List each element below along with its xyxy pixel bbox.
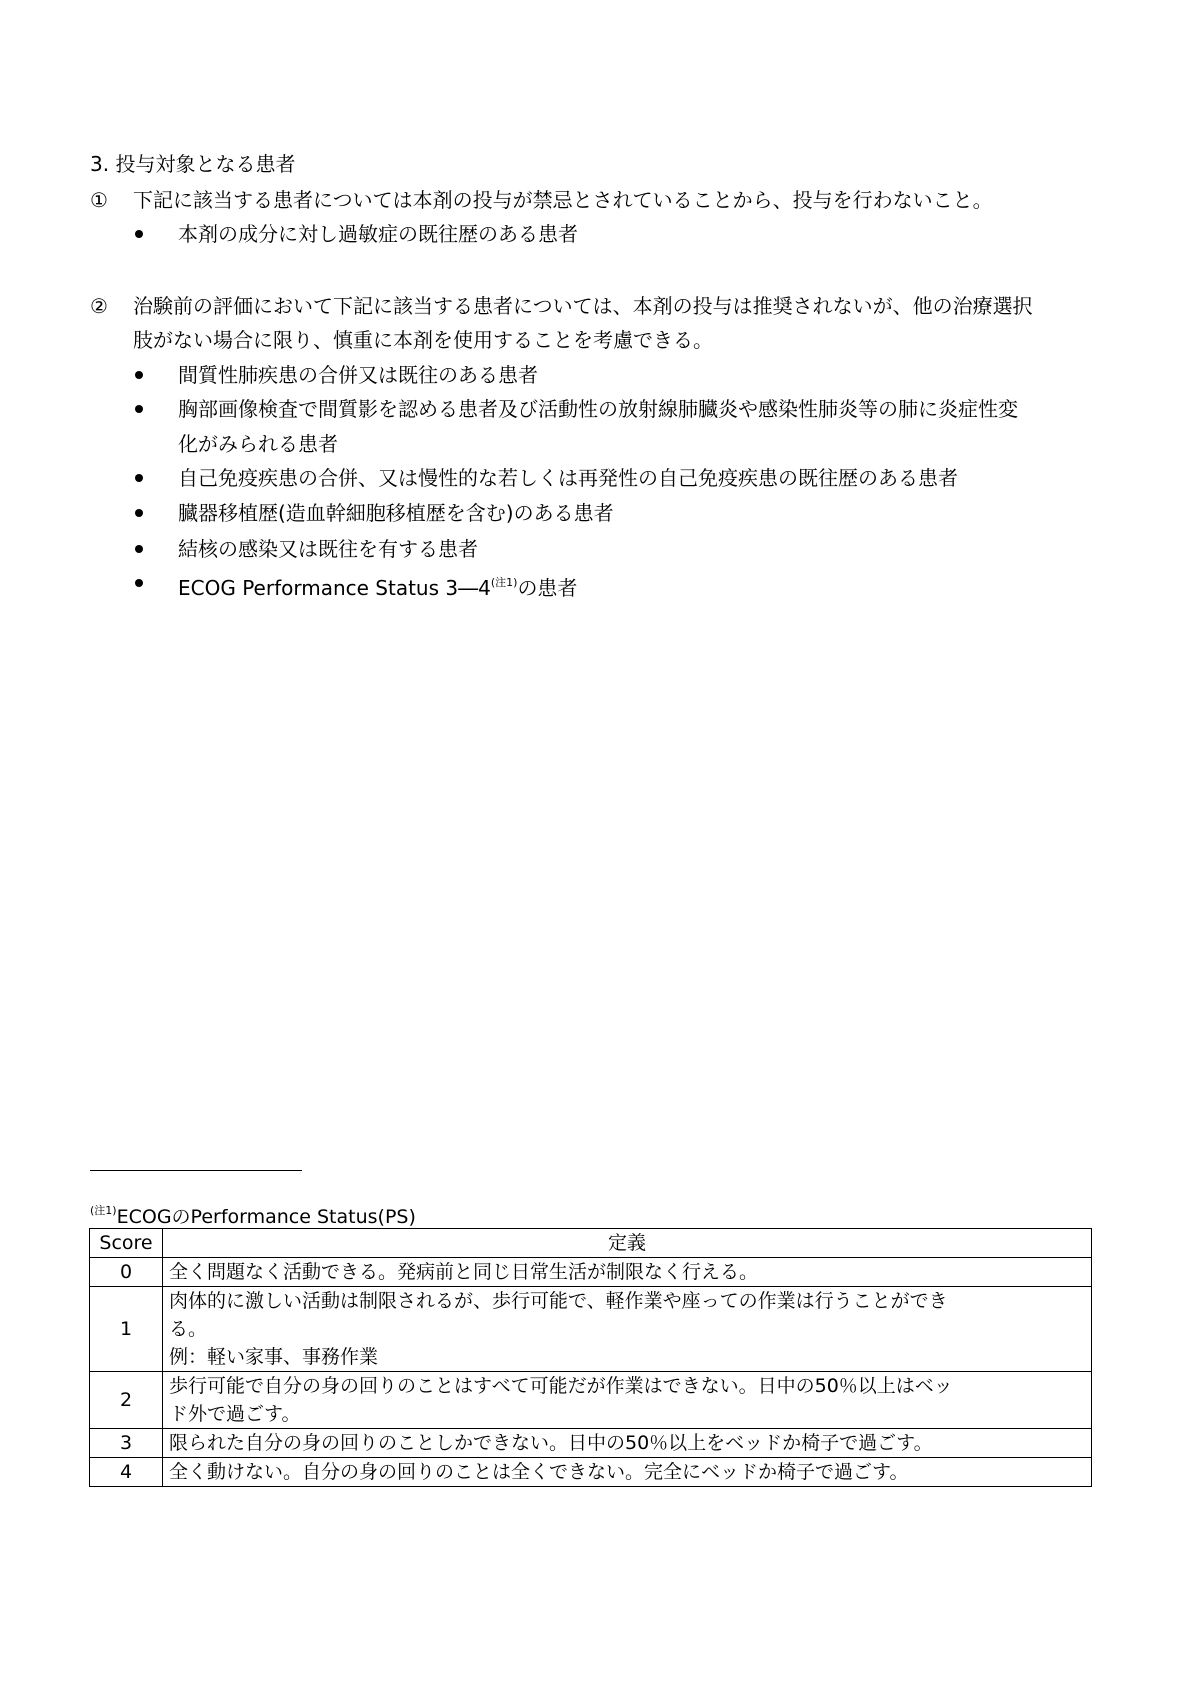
score-cell: 0: [90, 1258, 163, 1287]
list-item: 本剤の成分に対し過敏症の既往歴のある患者: [178, 222, 578, 246]
list-item: 化がみられる患者: [178, 432, 338, 456]
table-header-row: [90, 1229, 1092, 1258]
ecog-text: ECOG Performance Status 3―4: [178, 576, 491, 600]
footnote-ref: (注1): [490, 576, 518, 589]
bullet-icon: [135, 509, 143, 517]
list-item: 自己免疫疾患の合併、又は慢性的な若しくは再発性の自己免疫疾患の既往歴のある患者: [178, 466, 958, 490]
ecog-suffix: の患者: [517, 576, 578, 600]
score-cell: 1: [90, 1287, 163, 1372]
item-text: 治験前の評価において下記に該当する患者については、本剤の投与は推奨されないが、他の治療選択: [133, 294, 1033, 318]
bullet-icon: [135, 545, 143, 553]
table-row: [90, 1429, 1092, 1458]
list-item: [178, 569, 577, 602]
bullet-icon: [135, 405, 143, 413]
section-title: 3. 投与対象となる患者: [90, 152, 296, 176]
score-cell: 2: [90, 1372, 163, 1429]
table-row: [90, 1458, 1092, 1487]
column-header-definition: 定義: [163, 1229, 1092, 1258]
bullet-icon: [135, 230, 143, 238]
table-row: [90, 1258, 1092, 1287]
definition-cell: 歩行可能で自分の身の回りのことはすべて可能だが作業はできない。日中の50％以上はベッ ド外で過ごす。: [163, 1372, 1092, 1429]
definition-cell: 肉体的に激しい活動は制限されるが、歩行可能で、軽作業や座っての作業は行うことができ る。 例：軽い家事、事務作業: [163, 1287, 1092, 1372]
list-item: 結核の感染又は既往を有する患者: [178, 537, 478, 561]
definition-cell: 全く動けない。自分の身の回りのことは全くできない。完全にベッドか椅子で過ごす。: [163, 1458, 1092, 1487]
footnote-mark: (注1): [90, 1204, 117, 1217]
score-cell: 4: [90, 1458, 163, 1487]
table-row: [90, 1372, 1092, 1429]
item-marker: ②: [90, 294, 108, 318]
definition-cell: 限られた自分の身の回りのことしかできない。日中の50％以上をベッドか椅子で過ごす。: [163, 1429, 1092, 1458]
bullet-icon: [135, 474, 143, 482]
definition-cell: 全く問題なく活動できる。発病前と同じ日常生活が制限なく行える。: [163, 1258, 1092, 1287]
column-header-score: Score: [90, 1229, 163, 1258]
table-row: [90, 1287, 1092, 1372]
item-marker: ①: [90, 188, 108, 212]
ecog-table: [89, 1228, 1092, 1487]
list-item: 間質性肺疾患の合併又は既往のある患者: [178, 363, 538, 387]
item-text: 肢がない場合に限り、慎重に本剤を使用することを考慮できる。: [133, 328, 713, 352]
list-item: 臓器移植歴(造血幹細胞移植歴を含む)のある患者: [178, 501, 614, 525]
list-item: 胸部画像検査で間質影を認める患者及び活動性の放射線肺臓炎や感染性肺炎等の肺に炎症性変: [178, 397, 1018, 421]
footnote-divider: [90, 1170, 302, 1171]
score-cell: 3: [90, 1429, 163, 1458]
item-text: 下記に該当する患者については本剤の投与が禁忌とされていることから、投与を行わないこと。: [133, 188, 993, 212]
bullet-icon: [135, 579, 143, 587]
footnote-caption: $^{(注1)}$ECOGのPerformance Status(PS): [90, 1204, 416, 1228]
bullet-icon: [135, 371, 143, 379]
